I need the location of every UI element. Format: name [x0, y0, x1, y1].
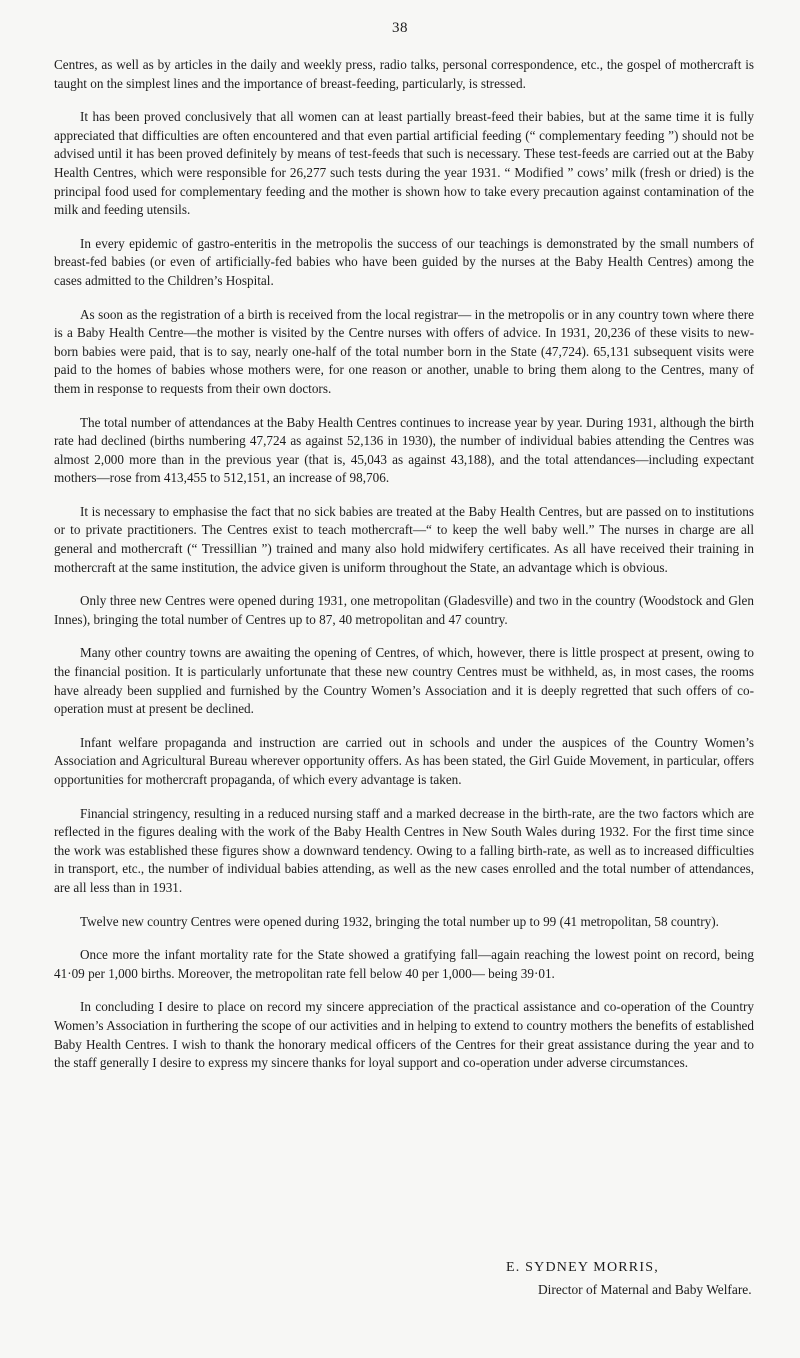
signature-block	[506, 1260, 796, 1298]
paragraph-13: In concluding I desire to place on record my sincere appreciation of the practical assistance and co-operation of the Country Women’s Association in furthering the scope of our activities and in helping to extend to country mothers the benefits of established Baby Health Centres. I wish to thank the honorary medical officers of the Centres for their great assistance during the year and to the staff generally I desire to express my sincere thanks for loyal support and co-operation under adverse circumstances.	[54, 999, 754, 1071]
signatory-title: Director of Maternal and Baby Welfare.	[538, 1282, 752, 1297]
paragraph-6: It is necessary to emphasise the fact that no sick babies are treated at the Baby Health Centres, but are passed on to institutions or to private practitioners. The Centres exist to teach mothercraft—“ to keep the well baby well.” The nurses in charge are all general and mothercraft (“ Tressillian ”) trained and many also hold midwifery certificates. As all have received their training in mothercraft at the same institution, the advice given is uniform throughout the State, an advantage which is obvious.	[54, 503, 754, 575]
paragraph-1: Centres, as well as by articles in the daily and weekly press, radio talks, personal correspondence, etc., the gospel of mothercraft is taught on the simplest lines and the importance of breast-feeding, particularly, is stressed.	[54, 57, 754, 91]
paragraph-11: Twelve new country Centres were opened during 1932, bringing the total number up to 99 (41 metropolitan, 58 country).	[80, 913, 719, 929]
paragraph-8: Many other country towns are awaiting the opening of Centres, of which, however, there is little prospect at present, owing to the financial position. It is particularly unfortunate that these new country Centres must be withheld, as, in most cases, the rooms have already been supplied and furnished by the Country Women’s Association and it is deeply regretted that such offers of co-operation must at present be declined.	[54, 645, 754, 717]
paragraph-9: Infant welfare propaganda and instruction are carried out in schools and under the auspices of the Country Women’s Association and Agricultural Bureau wherever opportunity offers. As has been stated, the Girl Guide Movement, in particular, offers opportunities for mothercraft propaganda, of which every advantage is taken.	[54, 734, 754, 787]
paragraph-10: Financial stringency, resulting in a reduced nursing staff and a marked decrease in the birth-rate, are the two factors which are reflected in the figures dealing with the work of the Baby Health Centres in New South Wales during 1932. For the first time since the work was established these figures show a downward tendency. Owing to a falling birth-rate, as well as to increased difficulties in transport, etc., the number of individual babies attending, as well as the new cases enrolled and the total number of attendances, are all less than in 1931.	[54, 805, 754, 895]
signatory-name: E. SYDNEY MORRIS,	[506, 1260, 659, 1275]
body-text	[54, 56, 754, 1088]
paragraph-5: The total number of attendances at the Baby Health Centres continues to increase year by year. During 1931, although the birth rate had declined (births numbering 47,724 as against 52,136 in 1930), the number of individual babies attending the Centres was almost 2,000 more than in the previous year (that is, 45,043 as against 43,188), and the total attendances—including expectant mothers—rose from 413,455 to 512,151, an increase of 98,706.	[54, 414, 754, 486]
paragraph-12: Once more the infant mortality rate for the State showed a gratifying fall—again reaching the lowest point on record, being 41·09 per 1,000 births. Moreover, the metropolitan rate fell below 40 per 1,000— being 39·01.	[54, 947, 754, 981]
page-number: 38	[392, 20, 408, 36]
paragraph-7: Only three new Centres were opened during 1931, one metropolitan (Gladesville) and two in the country (Woodstock and Glen Innes), bringing the total number of Centres up to 87, 40 metropolitan and 47 country.	[54, 593, 754, 627]
paragraph-3: In every epidemic of gastro-enteritis in the metropolis the success of our teachings is demonstrated by the small numbers of breast-fed babies (or even of artificially-fed babies who have been guided by the nurses at the Baby Health Centres) among the cases admitted to the Children’s Hospital.	[54, 235, 754, 288]
paragraph-2: It has been proved conclusively that all women can at least partially breast-feed their babies, but at the same time it is fully appreciated that difficulties are often encountered and that even partial artificial feeding (“ complementary feeding ”) should not be advised until it has been proved definitely by means of test-feeds that such is necessary. These test-feeds are carried out at the Baby Health Centres, which were responsible for 26,277 such tests during the year 1931. “ Modified ” cows’ milk (fresh or dried) is the principal food used for complementary feeding and the mother is shown how to take every precaution against contamination of the milk and feeding utensils.	[54, 109, 754, 218]
paragraph-4: As soon as the registration of a birth is received from the local registrar— in the metropolis or in any country town where there is a Baby Health Centre—the mother is visited by the Centre nurses with offers of advice. In 1931, 20,236 of these visits to new-born babies were paid, that is to say, nearly one-half of the total number born in the State (47,724). 65,131 subsequent visits were paid to the homes of babies whose mothers were, for one reason or another, unable to bring them along to the Centres, many of them in response to requests from their own doctors.	[54, 306, 754, 396]
